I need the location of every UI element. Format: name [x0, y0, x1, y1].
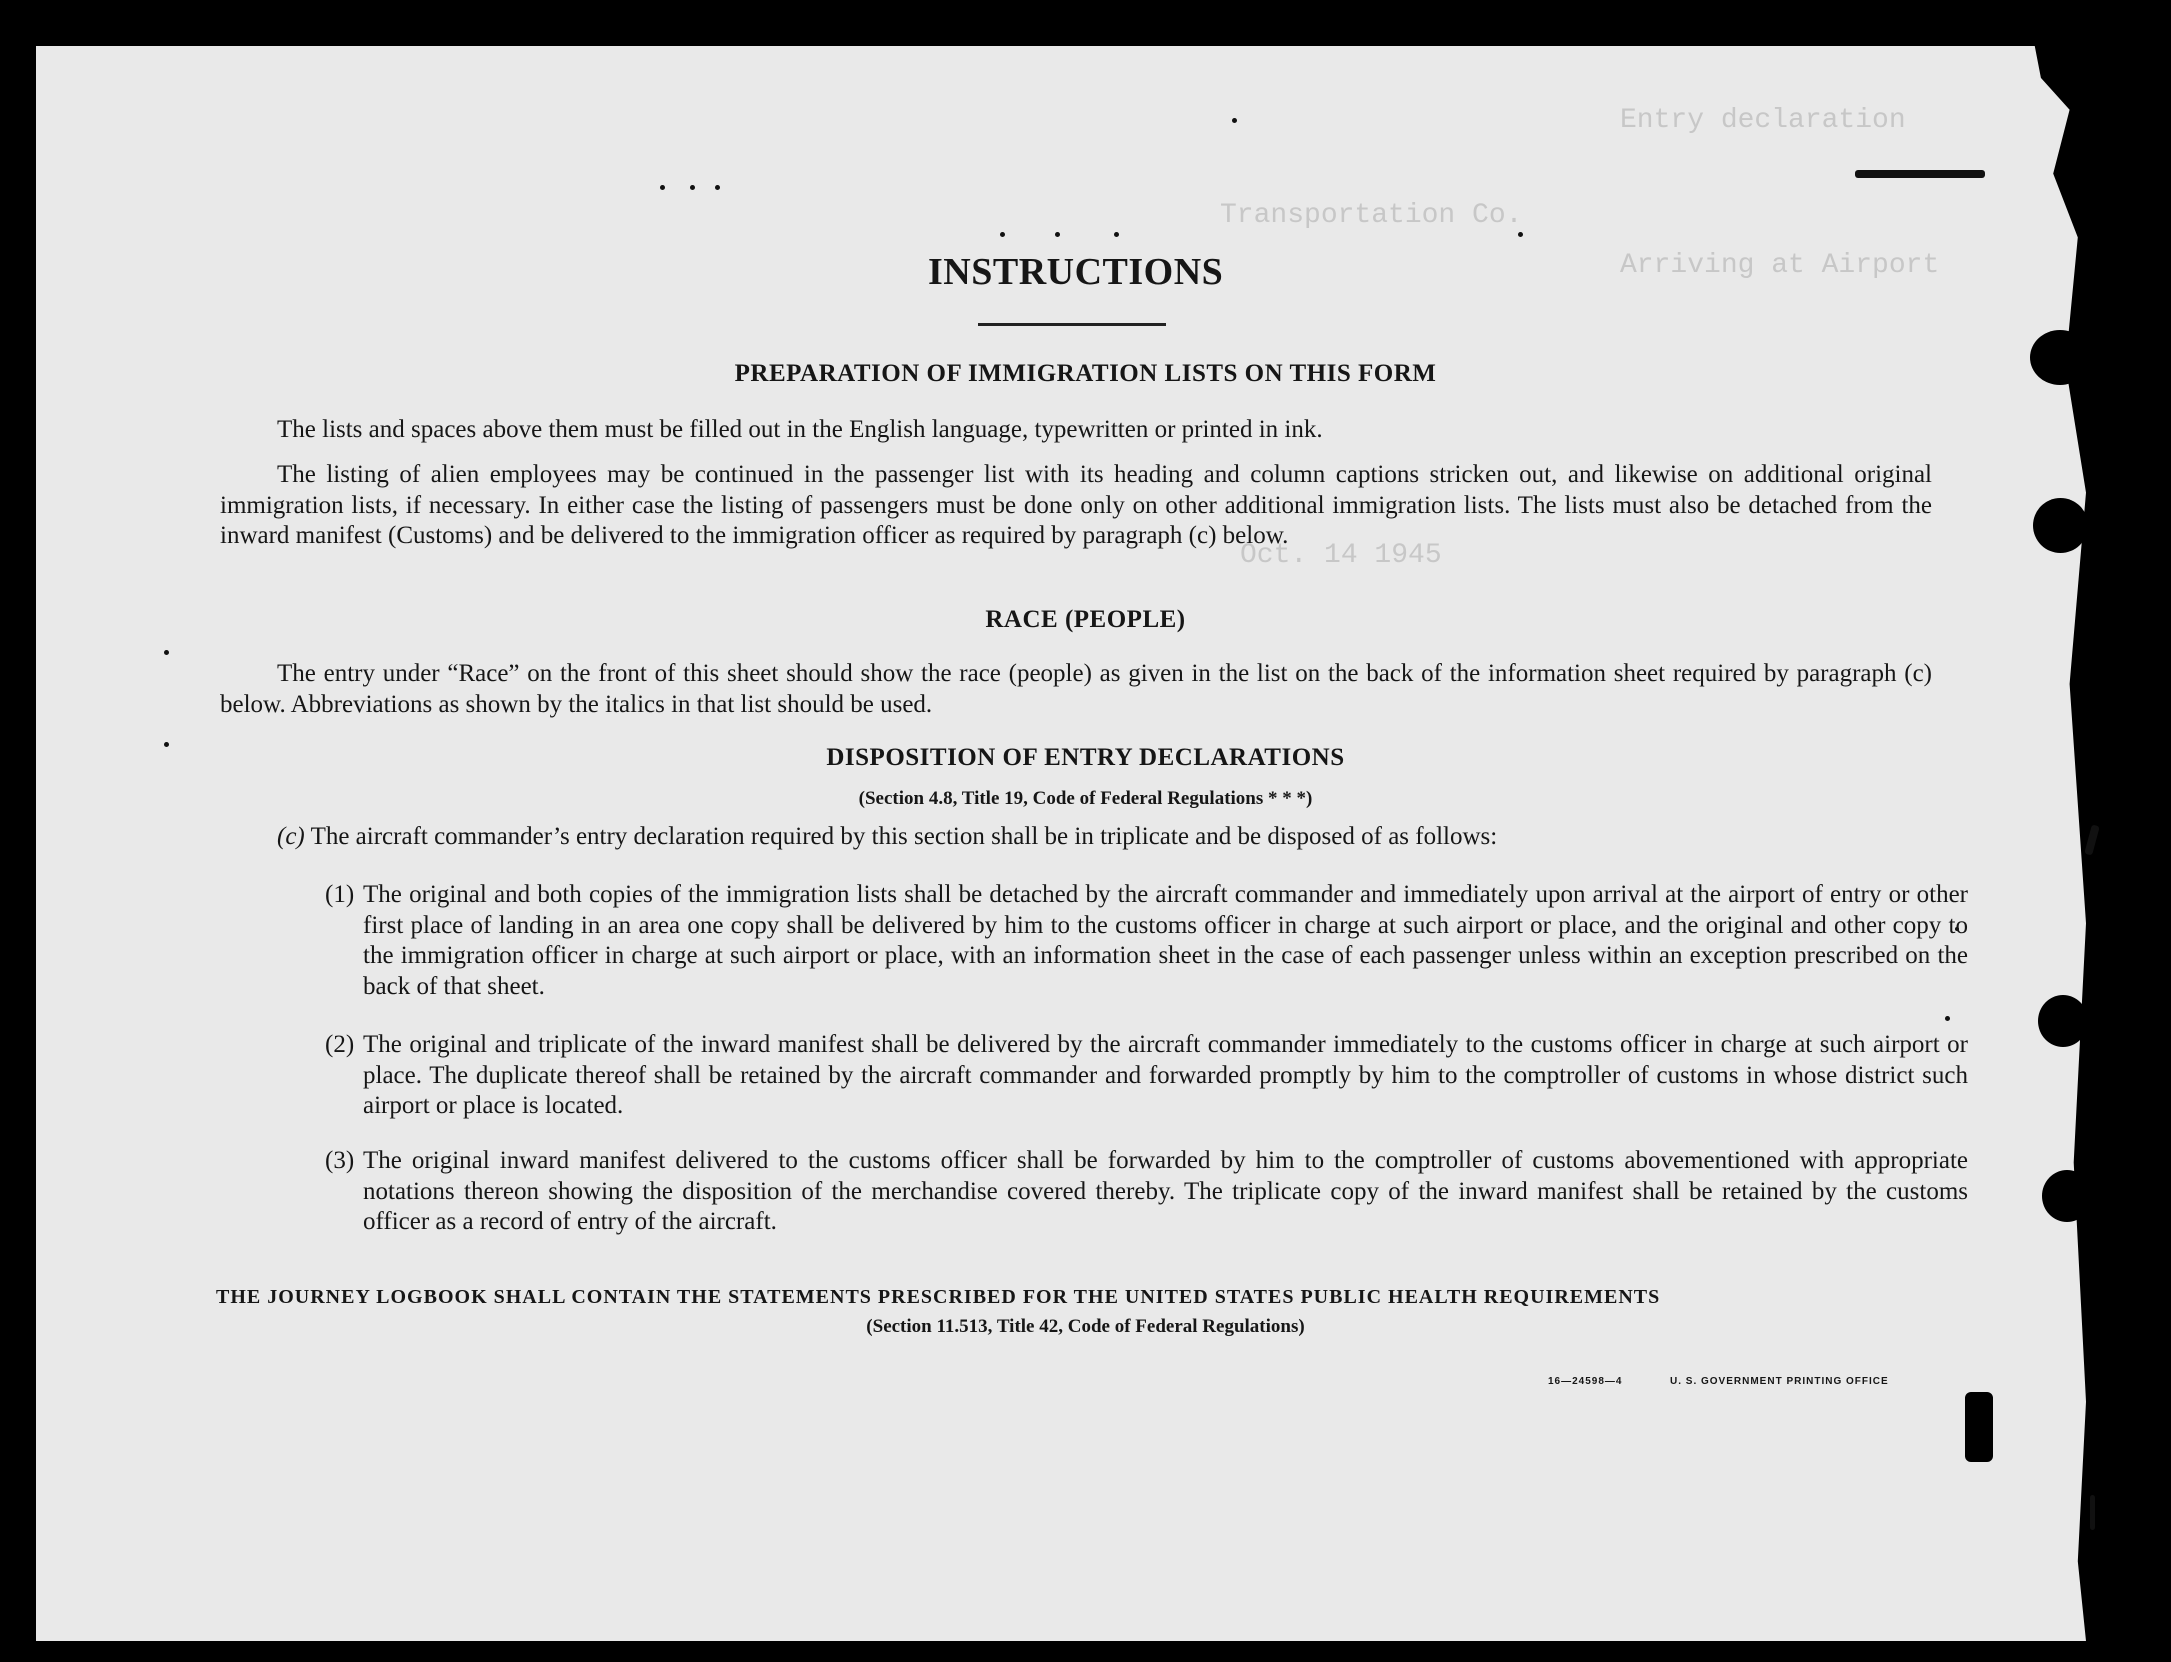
preparation-paragraph-2: The listing of alien employees may be continued in the passenger list with its heading and column captions stricken out, and likewise on additional original immigration lists, if necessary. In either case the listing of passengers must be done only on other additional immigration lists. The lists must also be detached from the inward manifest (Customs) and be delivered to the immigration officer as required by paragraph (c) below. — [220, 461, 1932, 549]
ink-speck — [1055, 232, 1060, 237]
footer-citation: (Section 11.513, Title 42, Code of Federal Regulations) — [866, 1316, 1305, 1337]
disposition-intro — [277, 822, 1927, 853]
ink-speck — [1000, 232, 1005, 237]
form-number: 16—24598—4 — [1548, 1376, 1623, 1387]
ink-speck — [1114, 232, 1119, 237]
race-heading: RACE (PEOPLE) — [985, 606, 1186, 633]
disposition-heading: DISPOSITION OF ENTRY DECLARATIONS — [826, 744, 1345, 771]
item-text: The original and triplicate of the inward manifest shall be delivered by the aircraft commander immediately to the customs officer in charge at such airport or place. The duplicate thereof shall be retained by the aircraft commander and forwarded promptly by him to the comptroller of customs in whose district such airport or place is located. — [363, 1031, 1968, 1119]
paragraph-text: The aircraft commander’s entry declaration required by this section shall be in triplicate and be disposed of as follows: — [310, 823, 1498, 850]
ink-speck — [1518, 232, 1523, 237]
item-text: The original and both copies of the immigration lists shall be detached by the aircraft commander and immediately upon arrival at the airport of entry or other first place of landing in an area one copy shall be delivered by him to the customs officer in charge at such airport or place, and the original and other copy to the immigration officer in charge at such airport or place, with an information sheet in the case of each passenger unless within an exception prescribed on the back of that sheet. — [363, 881, 1968, 1000]
preparation-heading: PREPARATION OF IMMIGRATION LISTS ON THIS FORM — [734, 360, 1437, 387]
item-number: (2) — [325, 1031, 355, 1058]
footer-statement: THE JOURNEY LOGBOOK SHALL CONTAIN THE STATEMENTS PRESCRIBED FOR THE UNITED STATES PUBLIC HEALTH REQUIREMENTS — [216, 1286, 1661, 1308]
ink-speck — [690, 185, 695, 190]
disposition-item-1 — [325, 880, 1968, 1002]
disposition-citation: (Section 4.8, Title 19, Code of Federal Regulations * * *) — [858, 788, 1313, 809]
item-number: (3) — [325, 1147, 355, 1174]
bleed-through-text: Arriving at Airport — [1620, 250, 1940, 281]
ink-speck — [1945, 1016, 1950, 1021]
page-title: INSTRUCTIONS — [928, 251, 1224, 293]
disposition-item-2 — [325, 1030, 1968, 1122]
disposition-item-3 — [325, 1146, 1968, 1238]
bleed-through-text: Entry declaration — [1620, 105, 1906, 136]
punch-hole — [2033, 498, 2088, 553]
ink-speck — [1232, 118, 1237, 123]
preparation-paragraph-1: The lists and spaces above them must be filled out in the English language, typewritten or printed in ink. — [277, 416, 1323, 443]
punch-hole — [2042, 1170, 2092, 1222]
item-text: The original inward manifest delivered to the customs officer shall be forwarded by him to the comptroller of customs abovementioned with appropriate notations thereon showing the disposition of the merchandise covered thereby. The triplicate copy of the inward manifest shall be retained by the customs officer as a record of entry of the aircraft. — [363, 1147, 1968, 1235]
printer-imprint: U. S. GOVERNMENT PRINTING OFFICE — [1670, 1376, 1889, 1387]
ink-speck — [715, 185, 720, 190]
punch-hole — [1965, 1392, 1993, 1462]
bleed-through-text: Transportation Co. — [1220, 200, 1523, 231]
ink-speck — [660, 185, 665, 190]
ink-speck — [1855, 170, 1985, 178]
ink-speck — [164, 650, 169, 655]
race-paragraph: The entry under “Race” on the front of this sheet should show the race (people) as given in the list on the back of the information sheet required by paragraph (c) below. Abbreviations as shown by the italics in that list should be used. — [220, 660, 1932, 718]
ink-speck — [2084, 824, 2099, 855]
paragraph-label: (c) — [277, 823, 305, 850]
item-number: (1) — [325, 881, 355, 908]
bleed-through-text: Oct. 14 1945 — [1240, 540, 1442, 571]
ink-speck — [2090, 1495, 2095, 1530]
title-underline — [978, 323, 1166, 326]
punch-hole — [2038, 995, 2088, 1047]
